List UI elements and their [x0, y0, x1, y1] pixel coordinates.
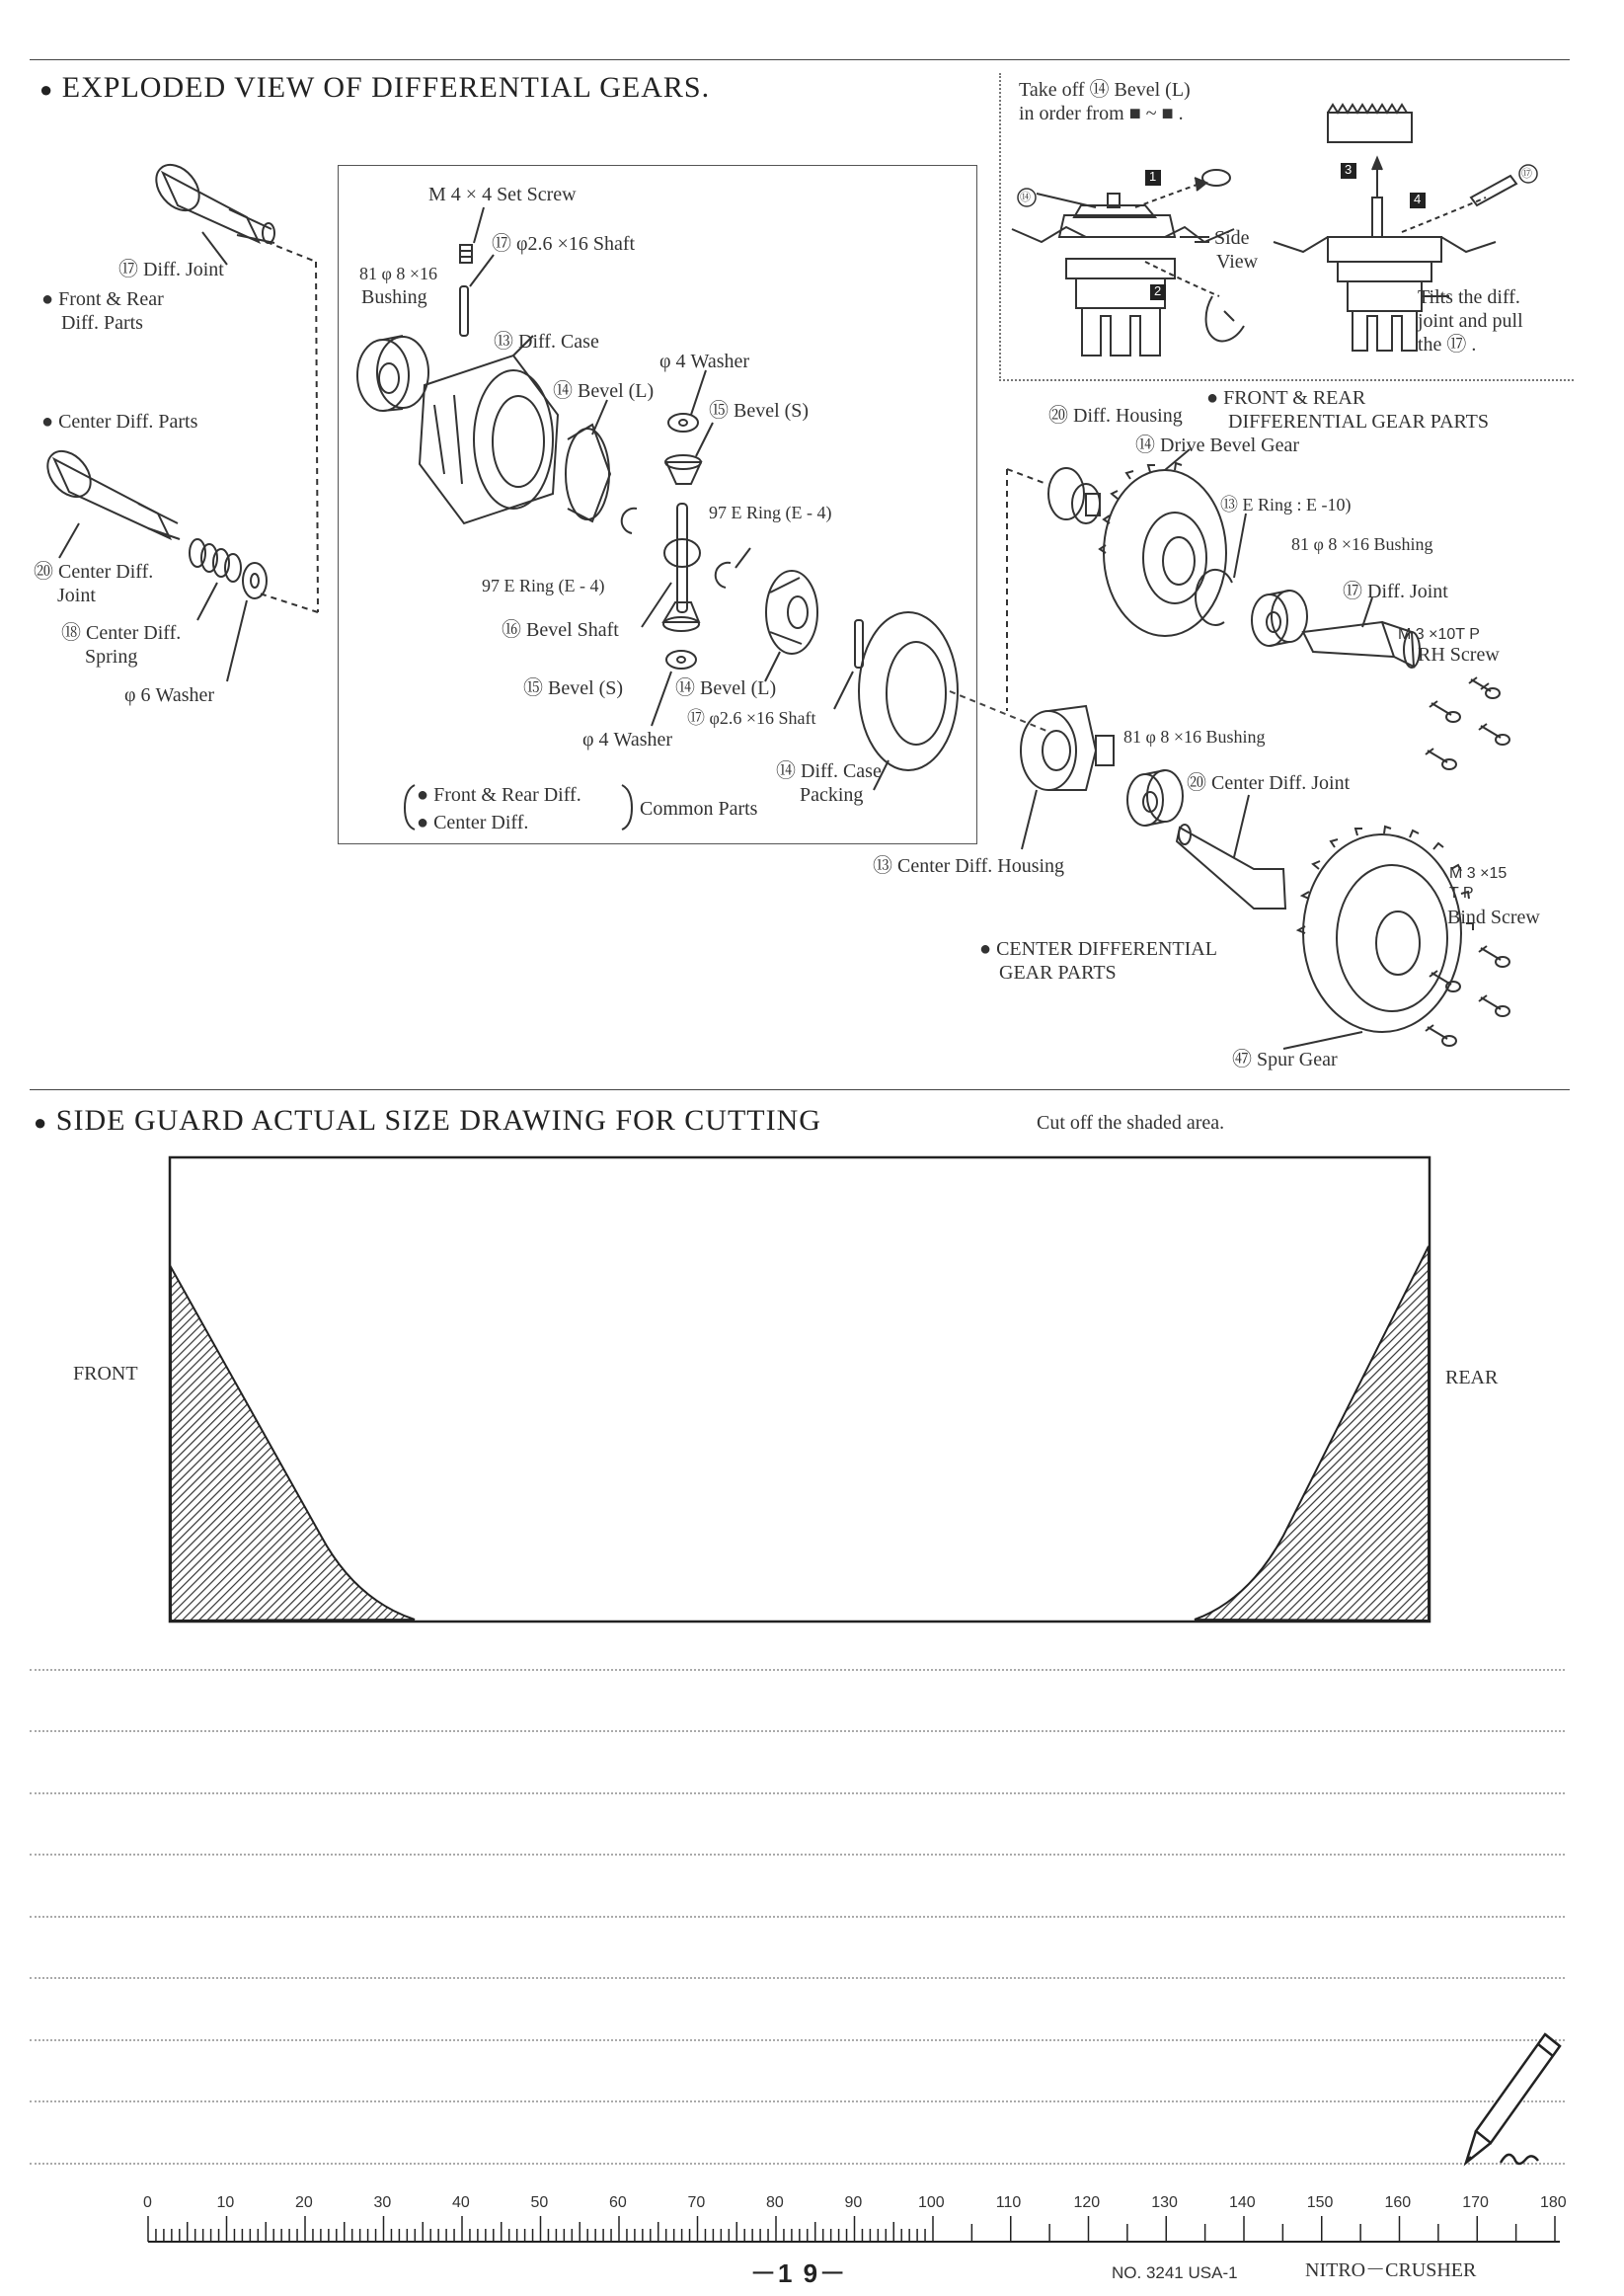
label-side-view-1: Side — [1214, 227, 1250, 249]
label-washer4-bot: φ 4 Washer — [582, 729, 673, 751]
label-fr-title-1: ● FRONT & REAR — [1206, 387, 1366, 409]
exploded-title-text: EXPLODED VIEW OF DIFFERENTIAL GEARS. — [61, 71, 711, 104]
ruler-label: 160 — [1384, 2194, 1412, 2211]
model-name: NITRO－CRUSHER — [1305, 2259, 1477, 2281]
step-4-badge: 4 — [1414, 192, 1422, 206]
label-set-screw: M 4 × 4 Set Screw — [428, 184, 577, 205]
label-washer4-top: φ 4 Washer — [659, 351, 750, 372]
label-drive-bevel: ⑭ Drive Bevel Gear — [1135, 435, 1300, 456]
label-bind-3: Bind Screw — [1447, 907, 1540, 928]
label-front: FRONT — [73, 1363, 138, 1385]
label-center-joint: ⑳ Center Diff. Joint — [1187, 772, 1351, 794]
ruler-label: 60 — [609, 2194, 627, 2211]
label-bevel-s-bot: ⑮ Bevel (S) — [523, 677, 624, 699]
label-diff-joint: ⑰ Diff. Joint — [118, 259, 224, 280]
step-2-badge: 2 — [1154, 283, 1162, 298]
label-cd-title-1: ● CENTER DIFFERENTIAL — [979, 938, 1217, 960]
ruler-label: 140 — [1229, 2194, 1256, 2211]
label-rear: REAR — [1445, 1367, 1499, 1388]
ref-117: ⑰ — [1521, 168, 1532, 180]
ruler-label: 30 — [373, 2194, 392, 2211]
title-bullet: ● — [39, 77, 54, 102]
step-3-badge: 3 — [1345, 162, 1353, 177]
label-ering-right: 97 E Ring (E - 4) — [709, 503, 832, 522]
ruler-label: 170 — [1462, 2194, 1489, 2211]
label-bind-1: M 3 ×15 — [1449, 865, 1508, 882]
ruler-label: 150 — [1306, 2194, 1334, 2211]
label-diff-joint-r: ⑰ Diff. Joint — [1343, 581, 1448, 602]
label-bevel-shaft: ⑯ Bevel Shaft — [502, 619, 619, 641]
label-tilts-3: the ⑰ . — [1418, 334, 1477, 356]
label-side-view-2: View — [1216, 251, 1259, 273]
side-guard-note: Cut off the shaded area. — [1037, 1112, 1225, 1134]
label-center-diff-joint-1: ⑳ Center Diff. — [34, 561, 154, 583]
label-washer-6: φ 6 Washer — [124, 684, 215, 706]
label-rh-screw-2: RH Screw — [1418, 644, 1500, 666]
label-center-diff: ● Center Diff. Parts — [41, 411, 198, 433]
label-bushing-c: 81 φ 8 ×16 Bushing — [1123, 727, 1266, 747]
ruler-label: 110 — [995, 2194, 1022, 2211]
label-front-rear-1: ● Front & Rear — [41, 288, 164, 310]
label-center-diff-joint-2: Joint — [57, 585, 96, 606]
label-tilts-2: joint and pull — [1418, 310, 1523, 332]
label-shaft-bot: ⑰ φ2.6 ×16 Shaft — [687, 708, 816, 728]
label-case-packing-2: Packing — [800, 784, 864, 806]
label-bushing-r: 81 φ 8 ×16 Bushing — [1291, 534, 1433, 554]
label-center-spring-1: ⑱ Center Diff. — [61, 622, 182, 644]
label-front-rear-2: Diff. Parts — [61, 312, 143, 334]
ruler-label: 120 — [1073, 2194, 1101, 2211]
label-takeoff-2: in order from ■ ~ ■ . — [1019, 103, 1184, 124]
label-ering10: ⑬ E Ring : E -10) — [1220, 495, 1352, 515]
label-diff-case: ⑬ Diff. Case — [494, 331, 599, 353]
label-bushing-2: Bushing — [361, 286, 427, 308]
ruler-label: 70 — [687, 2194, 706, 2211]
ruler-label: 80 — [766, 2194, 784, 2211]
label-shaft-top: ⑰ φ2.6 ×16 Shaft — [492, 233, 636, 255]
ruler-label: 40 — [452, 2194, 470, 2211]
label-common-1: ● Front & Rear Diff. — [417, 784, 581, 806]
doc-number: NO. 3241 USA-1 — [1112, 2263, 1238, 2282]
label-bevel-l-bot: ⑭ Bevel (L) — [675, 677, 777, 699]
ruler-label: 90 — [844, 2194, 863, 2211]
ruler-label: 130 — [1151, 2194, 1178, 2211]
ruler-label: 10 — [216, 2194, 235, 2211]
label-common-2: ● Center Diff. — [417, 812, 529, 833]
label-bind-2: T P — [1449, 885, 1474, 902]
label-tilts-1: Tilts the diff. — [1418, 286, 1520, 308]
label-spur-gear: ㊼ Spur Gear — [1232, 1049, 1338, 1070]
label-rh-screw-1: M 3 ×10T P — [1398, 626, 1480, 643]
ruler-label: 180 — [1540, 2194, 1567, 2211]
ref-124: ⑭ — [1020, 192, 1031, 203]
step-1-badge: 1 — [1149, 169, 1157, 184]
label-takeoff-1: Take off ⑭ Bevel (L) — [1019, 79, 1191, 101]
ruler-label: 20 — [295, 2194, 313, 2211]
label-center-housing: ⑬ Center Diff. Housing — [873, 855, 1065, 877]
label-bevel-l-top: ⑭ Bevel (L) — [553, 380, 655, 402]
label-bushing-1: 81 φ 8 ×16 — [359, 264, 438, 283]
ruler-label: 50 — [530, 2194, 549, 2211]
page-number: －1 9－ — [750, 2258, 848, 2288]
label-center-spring-2: Spring — [85, 646, 138, 668]
ruler-label: 100 — [918, 2194, 945, 2211]
label-cd-title-2: GEAR PARTS — [999, 962, 1117, 984]
label-bevel-s-top: ⑮ Bevel (S) — [709, 400, 810, 422]
side-guard-title-text: SIDE GUARD ACTUAL SIZE DRAWING FOR CUTTING — [55, 1104, 821, 1137]
label-fr-title-2: DIFFERENTIAL GEAR PARTS — [1228, 411, 1490, 433]
side-guard-bullet: ● — [34, 1110, 48, 1135]
label-ering-left: 97 E Ring (E - 4) — [482, 576, 605, 595]
label-diff-housing: ⑳ Diff. Housing — [1048, 405, 1183, 427]
ruler-label: 0 — [143, 2194, 152, 2211]
label-case-packing-1: ⑭ Diff. Case — [776, 760, 882, 782]
label-common-parts: Common Parts — [640, 798, 758, 820]
